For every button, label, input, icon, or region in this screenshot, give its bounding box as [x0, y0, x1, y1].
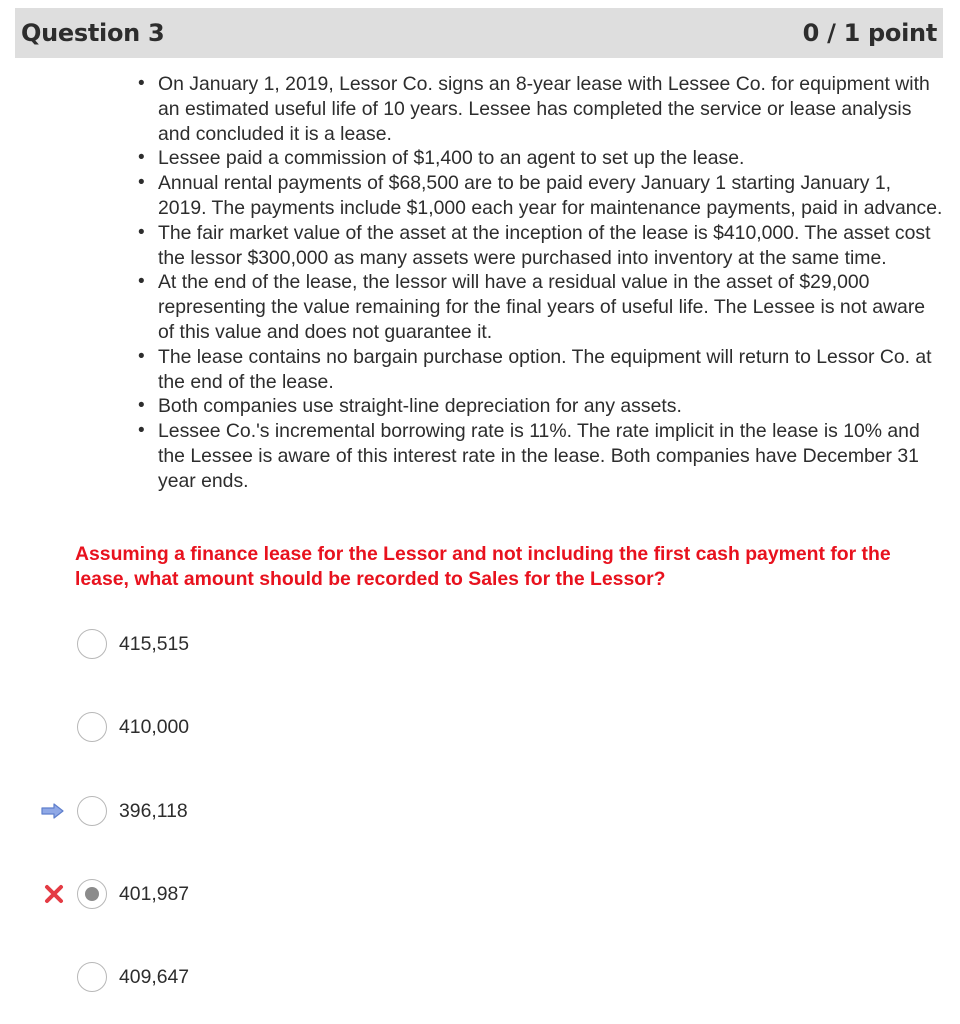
answer-option-1[interactable] [77, 627, 189, 661]
radio-button[interactable] [77, 796, 107, 826]
bullet-icon: • [138, 147, 145, 169]
bullet-icon: • [138, 345, 145, 367]
option-label: 410,000 [119, 715, 190, 738]
bullet-icon: • [138, 420, 145, 442]
list-item: • Both companies use straight-line depreciation for any assets. [138, 395, 682, 418]
radio-button-selected[interactable] [77, 879, 107, 909]
bullet-icon: • [138, 73, 145, 94]
incorrect-x-icon [44, 884, 64, 904]
bullet-icon: • [138, 395, 145, 417]
list-item: • The fair market value of the asset at the inception of the lease is $410,000. The asset cost the lessor $300,000 as many assets were purchased into inventory at the same time. [138, 221, 931, 269]
answer-option-4[interactable] [77, 877, 189, 911]
answer-option-5[interactable] [77, 960, 189, 994]
radio-button[interactable] [77, 712, 107, 742]
question-score: 0 / 1 point [802, 19, 937, 47]
question-title: Question 3 [21, 19, 165, 47]
answer-option-2[interactable] [77, 710, 189, 744]
bullet-icon: • [138, 271, 145, 293]
question-header [15, 8, 943, 58]
bullet-icon: • [138, 172, 145, 194]
question-facts-list [133, 72, 943, 494]
list-item: • Annual rental payments of $68,500 are to be paid every January 1 starting January 1, 2019. The payments include $1,000 each year for maintenance payments, paid in advance. [138, 172, 943, 219]
correct-answer-arrow-icon [41, 803, 65, 819]
list-item: • Lessee paid a commission of $1,400 to an agent to set up the lease. [138, 147, 745, 170]
option-label: 396,118 [119, 799, 188, 822]
answer-option-3[interactable] [77, 794, 188, 828]
bullet-icon: • [138, 221, 145, 243]
list-item: • The lease contains no bargain purchase option. The equipment will return to Lessor Co. at the end of the lease. [138, 345, 932, 393]
list-item: • Lessee Co.'s incremental borrowing rate is 11%. The rate implicit in the lease is 10% and the Lessee is aware of this interest rate in the lease. Both companies have December 31 year ends. [138, 420, 920, 492]
radio-button[interactable] [77, 962, 107, 992]
option-label: 401,987 [119, 882, 190, 905]
option-label: 409,647 [119, 965, 190, 988]
list-item: • At the end of the lease, the lessor will have a residual value in the asset of $29,000 representing the value remaining for the final years of useful life. The Lessee is not aware of this value and does not guarantee it. [138, 271, 926, 343]
question-prompt: Assuming a finance lease for the Lessor and not including the first cash payment for the lease, what amount should be recorded to Sales for the Lessor? [75, 543, 891, 590]
radio-button[interactable] [77, 629, 107, 659]
option-label: 415,515 [119, 632, 190, 655]
list-item: • On January 1, 2019, Lessor Co. signs an 8-year lease with Lessee Co. for equipment with an estimated useful life of 10 years. Lessee has completed the service or lease analysis and concluded it is a lease. [138, 73, 930, 145]
